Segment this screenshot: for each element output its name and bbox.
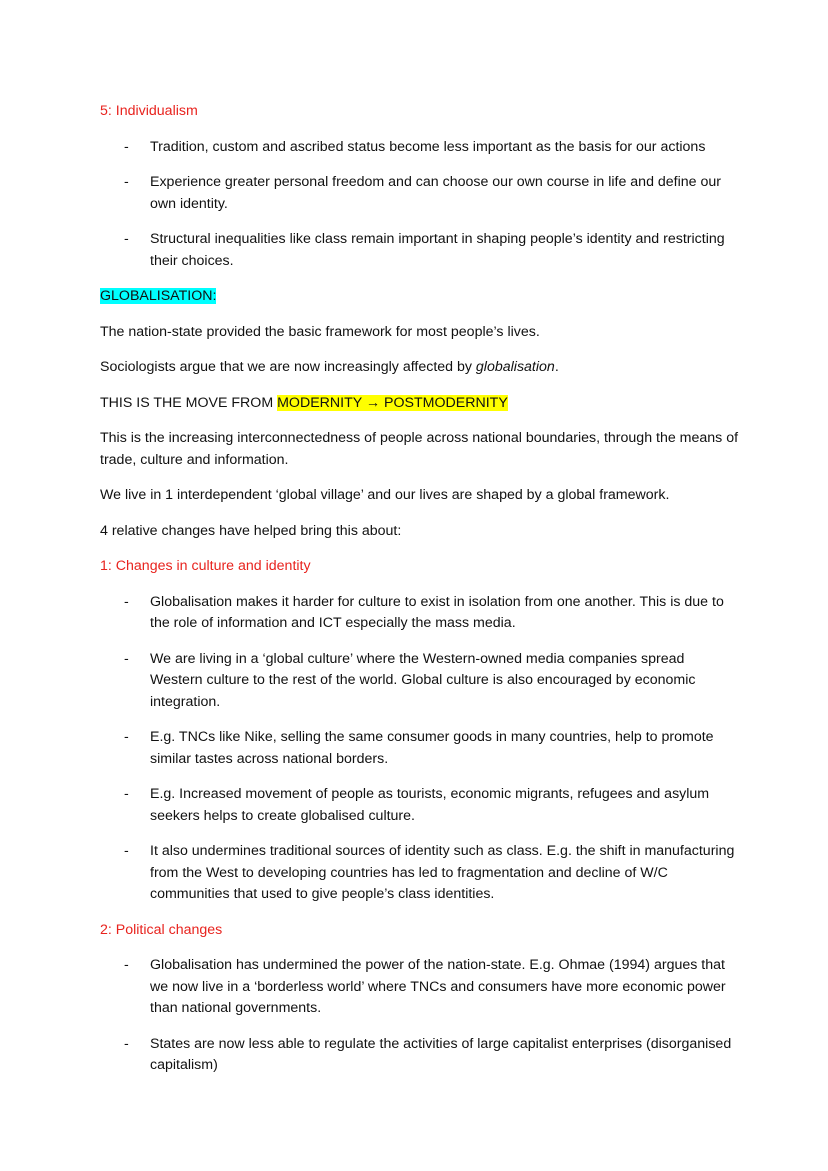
- dash-marker: -: [124, 786, 129, 802]
- list-culture: [100, 592, 740, 906]
- list-item: - E.g. Increased movement of people as tourists, economic migrants, refugees and asylum seekers helps to create globalised culture.: [124, 786, 710, 824]
- paragraph-sociologists: Sociologists argue that we are now increasingly affected by globalisation.: [100, 359, 559, 375]
- paragraph-four-changes: 4 relative changes have helped bring this about:: [100, 522, 402, 539]
- dash-marker: -: [124, 138, 129, 155]
- list-item: - Globalisation makes it harder for culture to exist in isolation from one another. This is due to the role of information and ICT especially the mass media.: [124, 593, 724, 631]
- paragraph-global-village: We live in 1 interdependent ‘global village’ and our lives are shaped by a global framework.: [100, 487, 670, 503]
- dash-marker: -: [124, 1035, 129, 1052]
- dash-marker: -: [124, 231, 129, 247]
- paragraph-modernity-move: THIS IS THE MOVE FROM MODERNITY → POSTMODERNITY: [100, 394, 508, 411]
- heading-globalisation: GLOBALISATION:: [100, 288, 217, 304]
- paragraph-nation-state: The nation-state provided the basic framework for most people’s lives.: [100, 323, 540, 340]
- list-item: - Experience greater personal freedom and can choose our own course in life and define our own identity.: [124, 174, 722, 212]
- dash-marker: -: [124, 650, 129, 667]
- list-item: - E.g. TNCs like Nike, selling the same consumer goods in many countries, help to promote similar tastes across national borders.: [124, 729, 714, 767]
- heading-culture: 1: Changes in culture and identity: [100, 558, 311, 574]
- list-item: - Tradition, custom and ascribed status become less important as the basis for our actions: [100, 137, 740, 159]
- dash-marker: -: [124, 843, 129, 859]
- dash-marker: -: [124, 729, 129, 745]
- list-individualism: [100, 137, 740, 273]
- list-item: - Globalisation has undermined the power of the nation-state. E.g. Ohmae (1994) argues that we now live in a ‘borderless world’ where TNCs and consumers have more economic power than national governments.: [124, 957, 726, 1016]
- heading-individualism: 5: Individualism: [100, 103, 198, 119]
- list-item: - It also undermines traditional sources of identity such as class. E.g. the shift in manufacturing from the West to developing countries has led to fragmentation and decline of W/C communities that used to give people’s class identities.: [124, 843, 735, 902]
- heading-political: 2: Political changes: [100, 921, 223, 938]
- paragraph-interconnectedness: This is the increasing interconnectedness of people across national boundaries, through the means of trade, culture and information.: [100, 430, 739, 468]
- dash-marker: -: [124, 593, 129, 610]
- dash-marker: -: [124, 174, 129, 190]
- list-item: - States are now less able to regulate the activities of large capitalist enterprises (disorganised capitalism): [124, 1035, 732, 1073]
- highlight-modernity: MODERNITY → POSTMODERNITY: [277, 394, 508, 411]
- dash-marker: -: [124, 957, 129, 973]
- document-page: [100, 101, 740, 1091]
- list-item: - We are living in a ‘global culture’ where the Western-owned media companies spread Western culture to the rest of the world. Global culture is also encouraged by economic integration.: [124, 650, 696, 710]
- list-political: [100, 955, 740, 1077]
- list-item: - Structural inequalities like class remain important in shaping people’s identity and restricting their choices.: [124, 231, 725, 269]
